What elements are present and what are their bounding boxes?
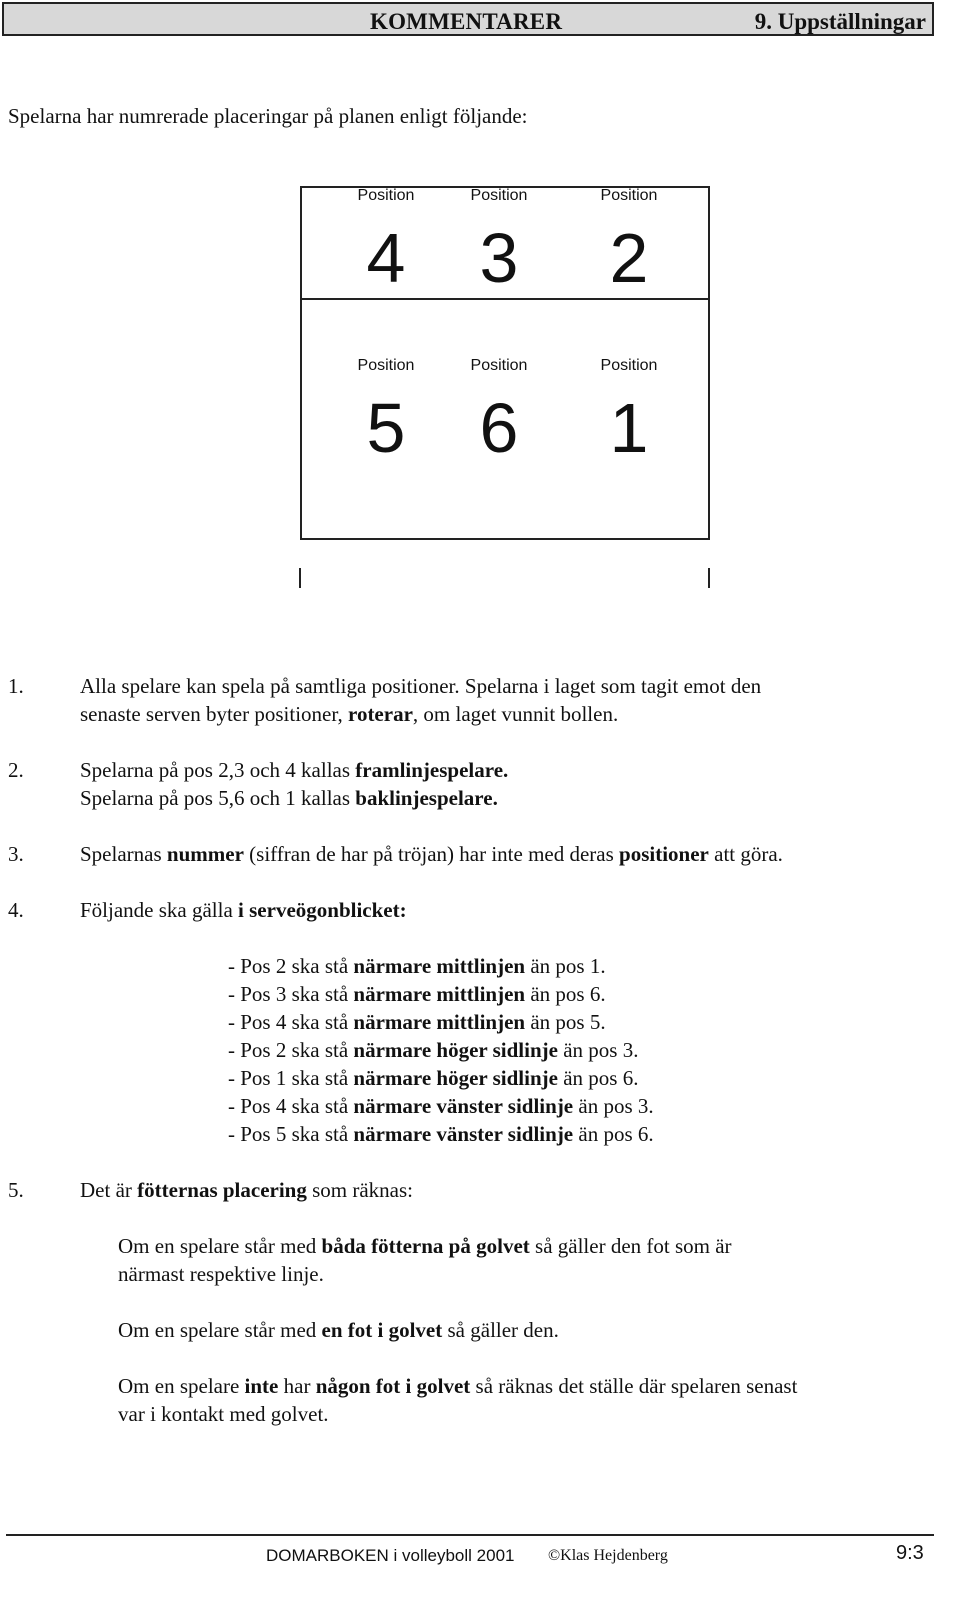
footer-rule: [6, 1534, 934, 1536]
item-number: 1.: [8, 674, 24, 698]
position-label: Position: [600, 357, 658, 374]
position-label: Position: [357, 357, 415, 374]
item-number: 3.: [8, 842, 24, 866]
paragraph: Om en spelare står med en fot i golvet så gäller den.: [118, 1318, 559, 1342]
item-text: senaste serven byter positioner, roterar, om laget vunnit bollen.: [80, 702, 619, 726]
position-label: Position: [470, 187, 528, 204]
rule-item: - Pos 5 ska stå närmare vänster sidlinje än pos 6.: [228, 1122, 654, 1146]
item-text: Det är fötternas placering som räknas:: [80, 1178, 414, 1202]
rule-item: - Pos 2 ska stå närmare mittlinjen än pos 1.: [228, 954, 606, 978]
header-chapter: 9. Uppställningar: [754, 9, 926, 34]
position-number: 2: [609, 219, 649, 297]
rule-item: - Pos 1 ska stå närmare höger sidlinje än pos 6.: [228, 1066, 639, 1090]
rule-item: - Pos 3 ska stå närmare mittlinjen än pos 6.: [228, 982, 606, 1006]
rule-item: - Pos 4 ska stå närmare vänster sidlinje än pos 3.: [228, 1094, 654, 1118]
position-label: Position: [357, 187, 415, 204]
page-header: [2, 2, 934, 36]
item-text: Spelarnas nummer (siffran de har på tröjan) har inte med deras positioner att göra.: [80, 842, 783, 866]
court-attack-line: [300, 298, 710, 300]
item-number: 5.: [8, 1178, 24, 1202]
rules-list: [228, 952, 654, 1148]
item-text: Spelarna på pos 2,3 och 4 kallas framlinjespelare.: [80, 758, 509, 782]
intro-text: Spelarna har numrerade placeringar på planen enligt följande:: [8, 104, 528, 128]
header-title: KOMMENTARER: [370, 9, 563, 34]
item-text: Alla spelare kan spela på samtliga positioner. Spelarna i laget som tagit emot den: [80, 674, 762, 698]
item-number: 4.: [8, 898, 24, 922]
item-number: 2.: [8, 758, 24, 782]
rule-item: - Pos 2 ska stå närmare höger sidlinje än pos 3.: [228, 1038, 639, 1062]
position-number: 6: [479, 389, 519, 467]
position-number: 5: [366, 389, 406, 467]
paragraph: närmast respektive linje.: [118, 1262, 324, 1286]
sideline-extension-right: [708, 568, 710, 588]
rule-item: - Pos 4 ska stå närmare mittlinjen än pos 5.: [228, 1010, 606, 1034]
position-number: 4: [366, 219, 406, 297]
footer-copyright: ©Klas Hejdenberg: [548, 1547, 668, 1564]
paragraph: Om en spelare står med båda fötterna på golvet så gäller den fot som är: [118, 1234, 732, 1258]
footer-book-title: DOMARBOKEN i volleyboll 2001: [266, 1546, 515, 1565]
page-number: 9:3: [896, 1542, 924, 1564]
sideline-extension-left: [299, 568, 301, 588]
item-text: Spelarna på pos 5,6 och 1 kallas baklinjespelare.: [80, 786, 498, 810]
position-label: Position: [470, 357, 528, 374]
paragraph: Om en spelare inte har någon fot i golvet så räknas det ställe där spelaren senast: [118, 1374, 798, 1398]
position-number: 3: [479, 219, 519, 297]
position-label: Position: [600, 187, 658, 204]
position-number: 1: [609, 389, 649, 467]
item-text: Följande ska gälla i serveögonblicket:: [80, 898, 407, 922]
paragraph: var i kontakt med golvet.: [118, 1402, 329, 1426]
